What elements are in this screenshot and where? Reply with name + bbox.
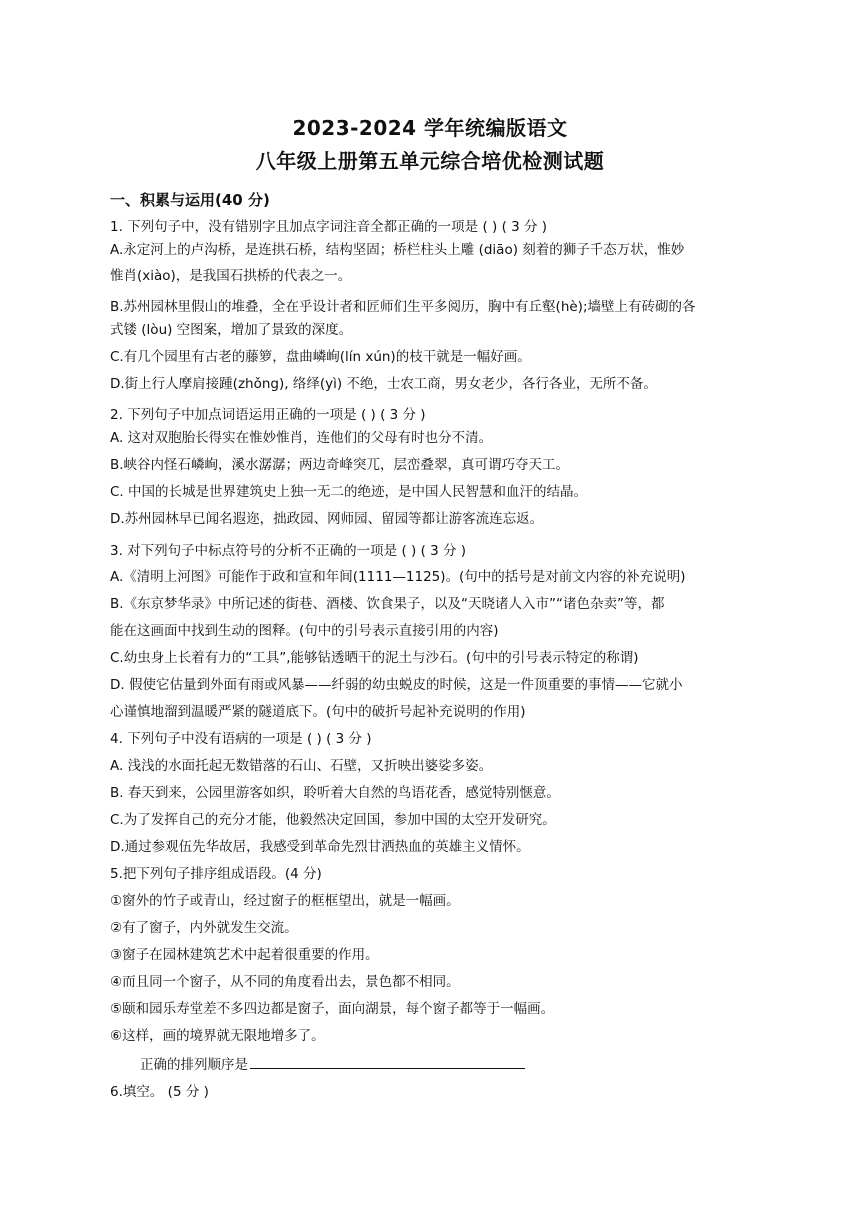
q1-option-b-line2: 式镂 (lòu) 空图案，增加了景致的深度。 (110, 322, 353, 338)
q2-option-a: A. 这对双胞胎长得实在惟妙惟肖，连他们的父母有时也分不清。 (110, 430, 493, 446)
q6-stem: 6.填空。 (5 分 ) (110, 1084, 209, 1100)
exam-title-line1: 2023-2024 学年统编版语文 (292, 116, 568, 140)
q2-option-b: B.峡谷内怪石嶙峋，溪水潺潺；两边奇峰突兀，层峦叠翠，真可谓巧夺天工。 (110, 457, 570, 473)
q3-option-d-line2: 心谨慎地溜到温暖严紧的隧道底下。(句中的破折号起补充说明的作用) (110, 704, 526, 720)
q2-option-c: C. 中国的长城是世界建筑史上独一无二的绝迹，是中国人民智慧和血汗的结晶。 (110, 484, 588, 500)
q4-option-a: A. 浅浅的水面托起无数错落的石山、石壁，又折映出婆娑多姿。 (110, 758, 493, 774)
q1-option-d: D.街上行人摩肩接踵(zhǒng), 络绎(yì) 不绝，士农工商，男女老少，各行各业，无所不备。 (110, 376, 657, 392)
q4-option-d: D.通过参观伍先华故居，我感受到革命先烈甘洒热血的英雄主义情怀。 (110, 839, 530, 855)
q5-answer-row (140, 1054, 525, 1075)
q4-stem: 4. 下列句子中没有语病的一项是 ( ) ( 3 分 ) (110, 731, 372, 747)
q5-sentence-2: ②有了窗子，内外就发生交流。 (110, 920, 298, 936)
q5-sentence-6: ⑥这样，画的境界就无限地增多了。 (110, 1028, 325, 1044)
q5-stem: 5.把下列句子排序组成语段。(4 分) (110, 866, 322, 882)
q5-answer-label: 正确的排列顺序是 (140, 1057, 248, 1073)
q3-option-d-line1: D. 假使它估量到外面有雨或风暴——纤弱的幼虫蜕皮的时候，这是一件顶重要的事情——它就小 (110, 677, 683, 693)
section-heading: 一、积累与运用(40 分) (110, 191, 270, 209)
q5-sentence-3: ③窗子在园林建筑艺术中起着很重要的作用。 (110, 947, 379, 963)
q2-stem: 2. 下列句子中加点词语运用正确的一项是 ( ) ( 3 分 ) (110, 407, 426, 423)
q4-option-c: C.为了发挥自己的充分才能，他毅然决定回国，参加中国的太空开发研究。 (110, 812, 556, 828)
q5-sentence-5: ⑤颐和园乐寿堂差不多四边都是窗子，面向湖景，每个窗子都等于一幅画。 (110, 1001, 555, 1017)
q1-option-a-line1: A.永定河上的卢沟桥，是连拱石桥，结构坚固；桥栏柱头上雕 (diāo) 刻着的狮子千态万状，惟妙 (110, 242, 685, 258)
q1-stem: 1. 下列句子中，没有错别字且加点字词注音全都正确的一项是 ( ) ( 3 分 ) (110, 219, 548, 235)
q5-answer-blank[interactable] (250, 1054, 525, 1069)
q3-option-b-line1: B.《东京梦华录》中所记述的街巷、酒楼、饮食果子，以及“天晓诸人入市”“诸色杂卖”等，都 (110, 596, 665, 612)
exam-title-line2: 八年级上册第五单元综合培优检测试题 (255, 149, 605, 173)
q4-option-b: B. 春天到来，公园里游客如织，聆听着大自然的鸟语花香，感觉特别惬意。 (110, 785, 560, 801)
q1-option-c: C.有几个园里有古老的藤箩，盘曲嶙峋(lín xún)的枝干就是一幅好画。 (110, 349, 531, 365)
q3-option-b-line2: 能在这画面中找到生动的图释。(句中的引号表示直接引用的内容) (110, 623, 499, 639)
q1-option-b-line1: B.苏州园林里假山的堆叠，全在乎设计者和匠师们生平多阅历，胸中有丘壑(hè);墙壁上有砖砌的各 (110, 299, 696, 315)
q3-option-c: C.幼虫身上长着有力的“工具”,能够钻透晒干的泥土与沙石。(句中的引号表示特定的称谓) (110, 650, 639, 666)
q2-option-d: D.苏州园林早已闻名遐迩，拙政园、网师园、留园等都让游客流连忘返。 (110, 511, 544, 527)
q5-sentence-4: ④而且同一个窗子，从不同的角度看出去，景色都不相同。 (110, 974, 460, 990)
q1-option-a-line2: 惟肖(xiào)，是我国石拱桥的代表之一。 (110, 268, 352, 284)
q3-option-a: A.《清明上河图》可能作于政和宣和年间(1111—1125)。(句中的括号是对前文内容的补充说明) (110, 569, 686, 585)
q5-sentence-1: ①窗外的竹子或青山，经过窗子的框框望出，就是一幅画。 (110, 893, 460, 909)
q3-stem: 3. 对下列句子中标点符号的分析不正确的一项是 ( ) ( 3 分 ) (110, 543, 467, 559)
